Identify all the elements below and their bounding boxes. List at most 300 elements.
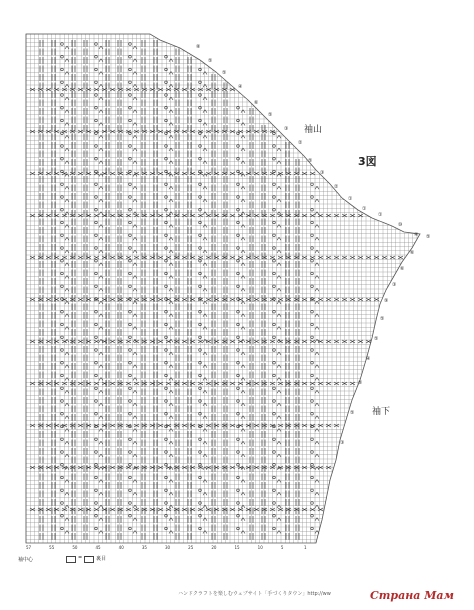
decrease-symbol [205,72,207,75]
decrease-symbol [99,59,101,62]
yarn-over-symbol [273,208,276,211]
decrease-symbol [243,365,245,368]
decrease-symbol [279,250,281,253]
yarn-over-symbol [95,221,98,224]
decrease-symbol [133,352,135,355]
decrease-symbol [317,186,319,189]
yarn-over-symbol [165,119,168,122]
decrease-symbol [171,441,173,444]
yarn-over-symbol [273,183,276,186]
yarn-over-symbol [237,463,240,466]
yarn-over-symbol [95,208,98,211]
decrease-symbol [279,288,281,291]
decrease-symbol [317,518,319,521]
yarn-over-symbol [311,476,314,479]
decrease-symbol [99,212,101,215]
yarn-over-symbol [95,374,98,377]
decrease-symbol [315,314,317,317]
yarn-over-symbol [165,489,168,492]
decrease-symbol [65,237,67,240]
decrease-symbol [101,148,103,151]
decrease-symbol [65,72,67,75]
decrease-symbol [135,352,137,355]
yarn-over-symbol [95,234,98,237]
decrease-symbol [67,97,69,100]
yarn-over-symbol [273,361,276,364]
yarn-over-symbol [165,502,168,505]
yarn-over-symbol [165,527,168,530]
decrease-symbol [203,505,205,508]
decrease-symbol [101,518,103,521]
row-decrease-mark: ⑧ [196,44,201,50]
yarn-over-symbol [129,94,132,97]
decrease-symbol [171,186,173,189]
decrease-symbol [243,123,245,126]
decrease-symbol [99,505,101,508]
decrease-symbol [279,327,281,330]
yarn-over-symbol [129,221,132,224]
decrease-symbol [101,72,103,75]
yarn-over-symbol [199,145,202,148]
yarn-over-symbol [129,514,132,517]
yarn-over-symbol [61,285,64,288]
decrease-symbol [171,276,173,279]
decrease-symbol [135,454,137,457]
yarn-over-symbol [95,527,98,530]
yarn-over-symbol [95,157,98,160]
decrease-symbol [135,390,137,393]
yarn-over-symbol [237,374,240,377]
row-decrease-mark: ⑤ [308,158,313,164]
decrease-symbol [169,429,171,432]
decrease-symbol [171,327,173,330]
decrease-symbol [135,429,137,432]
stitch-number-label: 15 [234,545,240,550]
yarn-over-symbol [237,247,240,250]
yarn-over-symbol [95,196,98,199]
yarn-over-symbol [95,514,98,517]
decrease-symbol [101,250,103,253]
decrease-symbol [135,237,137,240]
yarn-over-symbol [237,438,240,441]
decrease-symbol [279,135,281,138]
decrease-symbol [101,301,103,304]
yarn-over-symbol [129,349,132,352]
decrease-symbol [203,518,205,521]
decrease-symbol [169,378,171,381]
yarn-over-symbol [165,221,168,224]
row-decrease-mark: ⑤ [358,380,363,386]
decrease-symbol [135,365,137,368]
yarn-over-symbol [165,234,168,237]
decrease-symbol [99,518,101,521]
yarn-over-symbol [199,323,202,326]
decrease-symbol [101,263,103,266]
yarn-over-symbol [237,336,240,339]
decrease-symbol [243,199,245,202]
decrease-symbol [171,288,173,291]
decrease-symbol [315,352,317,355]
decrease-symbol [65,186,67,189]
yarn-over-symbol [129,387,132,390]
yarn-over-symbol [165,272,168,275]
yarn-over-symbol [95,502,98,505]
decrease-symbol [169,365,171,368]
decrease-symbol [205,454,207,457]
decrease-symbol [133,97,135,100]
decrease-symbol [243,263,245,266]
decrease-symbol [135,250,137,253]
decrease-symbol [279,454,281,457]
stitch-number-label: 40 [118,545,124,550]
decrease-symbol [243,467,245,470]
yarn-over-symbol [165,514,168,517]
decrease-symbol [315,212,317,215]
decrease-symbol [133,390,135,393]
decrease-symbol [99,327,101,330]
yarn-over-symbol [237,412,240,415]
decrease-symbol [67,288,69,291]
yarn-over-symbol [95,106,98,109]
decrease-symbol [243,148,245,151]
decrease-symbol [243,339,245,342]
decrease-symbol [133,148,135,151]
stitch-number-label: 55 [49,545,55,550]
legend-minus-symbol: — [85,553,91,560]
yarn-over-symbol [237,208,240,211]
decrease-symbol [169,135,171,138]
decrease-symbol [65,161,67,164]
row-decrease-mark: ⑤ [374,336,379,342]
decrease-symbol [205,97,207,100]
decrease-symbol [101,199,103,202]
yarn-over-symbol [61,145,64,148]
decrease-symbol [243,161,245,164]
decrease-symbol [315,288,317,291]
yarn-over-symbol [165,374,168,377]
decrease-symbol [279,531,281,534]
yarn-over-symbol [165,285,168,288]
yarn-over-symbol [199,361,202,364]
yarn-over-symbol [311,272,314,275]
yarn-over-symbol [165,412,168,415]
decrease-symbol [243,276,245,279]
decrease-symbol [205,505,207,508]
yarn-over-symbol [129,55,132,58]
decrease-symbol [101,46,103,49]
underarm-label: 袖下 [372,407,391,417]
decrease-symbol [169,327,171,330]
decrease-symbol [101,378,103,381]
decrease-symbol [101,276,103,279]
decrease-symbol [279,441,281,444]
yarn-over-symbol [273,400,276,403]
decrease-symbol [65,225,67,228]
decrease-symbol [133,46,135,49]
decrease-symbol [99,454,101,457]
decrease-symbol [135,531,137,534]
yarn-over-symbol [199,502,202,505]
yarn-over-symbol [61,68,64,71]
yarn-over-symbol [199,234,202,237]
yarn-over-symbol [237,183,240,186]
decrease-symbol [135,199,137,202]
decrease-symbol [135,161,137,164]
yarn-over-symbol [61,272,64,275]
yarn-over-symbol [311,438,314,441]
yarn-over-symbol [311,234,314,237]
decrease-symbol [67,84,69,87]
decrease-symbol [169,531,171,534]
yarn-over-symbol [129,157,132,160]
decrease-symbol [205,531,207,534]
decrease-symbol [65,492,67,495]
yarn-over-symbol [273,514,276,517]
decrease-symbol [171,339,173,342]
decrease-symbol [67,72,69,75]
decrease-symbol [317,492,319,495]
row-decrease-mark: ⑤ [350,410,355,416]
yarn-over-symbol [311,374,314,377]
decrease-symbol [169,225,171,228]
decrease-symbol [101,123,103,126]
yarn-over-symbol [199,514,202,517]
decrease-symbol [135,314,137,317]
decrease-symbol [279,352,281,355]
yarn-over-symbol [311,247,314,250]
yarn-over-symbol [129,400,132,403]
decrease-symbol [133,378,135,381]
yarn-over-symbol [237,349,240,352]
decrease-symbol [317,301,319,304]
decrease-symbol [277,263,279,266]
stitch-number-label: 30 [165,545,171,550]
yarn-over-symbol [129,463,132,466]
yarn-over-symbol [165,183,168,186]
yarn-over-symbol [165,247,168,250]
yarn-over-symbol [61,476,64,479]
decrease-symbol [317,352,319,355]
decrease-symbol [67,46,69,49]
yarn-over-symbol [311,259,314,262]
decrease-symbol [315,416,317,419]
decrease-symbol [67,416,69,419]
decrease-symbol [315,378,317,381]
yarn-over-symbol [61,55,64,58]
yarn-over-symbol [95,489,98,492]
yarn-over-symbol [237,234,240,237]
yarn-over-symbol [95,247,98,250]
yarn-over-symbol [95,285,98,288]
decrease-symbol [65,59,67,62]
decrease-symbol [101,97,103,100]
decrease-symbol [65,199,67,202]
decrease-symbol [315,454,317,457]
decrease-symbol [133,416,135,419]
decrease-symbol [169,199,171,202]
yarn-over-symbol [165,55,168,58]
yarn-over-symbol [61,451,64,454]
decrease-symbol [171,250,173,253]
decrease-symbol [203,250,205,253]
decrease-symbol [65,110,67,113]
yarn-over-symbol [129,361,132,364]
decrease-symbol [135,148,137,151]
decrease-symbol [171,212,173,215]
decrease-symbol [67,212,69,215]
decrease-symbol [243,390,245,393]
decrease-symbol [205,250,207,253]
decrease-symbol [133,110,135,113]
decrease-symbol [101,441,103,444]
decrease-symbol [65,454,67,457]
yarn-over-symbol [61,514,64,517]
decrease-symbol [101,110,103,113]
decrease-symbol [67,390,69,393]
decrease-symbol [99,531,101,534]
decrease-symbol [171,531,173,534]
legend-eq: = [78,555,83,561]
decrease-symbol [171,467,173,470]
decrease-symbol [133,505,135,508]
decrease-symbol [169,59,171,62]
decrease-symbol [99,225,101,228]
decrease-symbol [171,110,173,113]
decrease-symbol [279,518,281,521]
decrease-symbol [315,327,317,330]
decrease-symbol [169,97,171,100]
decrease-symbol [135,212,137,215]
yarn-over-symbol [95,451,98,454]
yarn-over-symbol [129,476,132,479]
yarn-over-symbol [311,336,314,339]
yarn-over-symbol [199,374,202,377]
yarn-over-symbol [311,221,314,224]
decrease-symbol [101,84,103,87]
yarn-over-symbol [165,68,168,71]
decrease-symbol [169,480,171,483]
yarn-over-symbol [95,387,98,390]
decrease-symbol [101,186,103,189]
yarn-over-symbol [311,489,314,492]
decrease-symbol [101,327,103,330]
decrease-symbol [243,480,245,483]
decrease-symbol [133,480,135,483]
decrease-symbol [203,225,205,228]
decrease-symbol [135,263,137,266]
row-decrease-mark: ⑤ [208,58,213,64]
yarn-over-symbol [237,310,240,313]
yarn-over-symbol [95,94,98,97]
yarn-over-symbol [165,208,168,211]
decrease-symbol [205,390,207,393]
decrease-symbol [65,288,67,291]
decrease-symbol [67,174,69,177]
yarn-over-symbol [273,489,276,492]
decrease-symbol [133,492,135,495]
decrease-symbol [171,365,173,368]
decrease-symbol [277,416,279,419]
yarn-over-symbol [61,463,64,466]
yarn-over-symbol [199,476,202,479]
yarn-over-symbol [129,272,132,275]
decrease-symbol [171,301,173,304]
decrease-symbol [317,250,319,253]
decrease-symbol [205,199,207,202]
decrease-symbol [171,225,173,228]
decrease-symbol [65,327,67,330]
yarn-over-symbol [273,285,276,288]
yarn-over-symbol [273,323,276,326]
decrease-symbol [101,161,103,164]
decrease-symbol [101,403,103,406]
decrease-symbol [99,161,101,164]
row-decrease-mark: ⑤ [380,316,385,322]
decrease-symbol [169,403,171,406]
stitch-number-label: 20 [211,545,217,550]
yarn-over-symbol [129,145,132,148]
yarn-over-symbol [199,489,202,492]
yarn-over-symbol [273,247,276,250]
decrease-symbol [315,276,317,279]
yarn-over-symbol [95,412,98,415]
decrease-symbol [205,123,207,126]
yarn-over-symbol [311,451,314,454]
decrease-symbol [133,518,135,521]
decrease-symbol [277,492,279,495]
decrease-symbol [99,276,101,279]
decrease-symbol [277,186,279,189]
yarn-over-symbol [61,94,64,97]
decrease-symbol [65,250,67,253]
decrease-symbol [99,429,101,432]
yarn-over-symbol [95,145,98,148]
decrease-symbol [99,492,101,495]
decrease-symbol [99,46,101,49]
decrease-symbol [169,84,171,87]
decrease-symbol [279,429,281,432]
decrease-symbol [203,339,205,342]
row-decrease-mark: ① [378,212,383,218]
decrease-symbol [277,327,279,330]
yarn-over-symbol [273,196,276,199]
yarn-over-symbol [273,145,276,148]
yarn-over-symbol [237,527,240,530]
yarn-over-symbol [311,527,314,530]
yarn-over-symbol [199,157,202,160]
yarn-over-symbol [61,361,64,364]
decrease-symbol [243,531,245,534]
yarn-over-symbol [237,157,240,160]
sleeve-cap-label: 袖山 [304,125,323,135]
decrease-symbol [101,225,103,228]
row-decrease-mark: ⑤ [268,112,273,118]
yarn-over-symbol [237,489,240,492]
decrease-symbol [317,288,319,291]
row-decrease-mark: ④ [238,84,243,90]
decrease-symbol [65,441,67,444]
decrease-symbol [99,110,101,113]
yarn-over-symbol [95,463,98,466]
decrease-symbol [317,327,319,330]
decrease-symbol [203,403,205,406]
decrease-symbol [101,314,103,317]
decrease-symbol [205,416,207,419]
decrease-symbol [171,199,173,202]
yarn-over-symbol [273,438,276,441]
decrease-symbol [135,288,137,291]
decrease-symbol [203,314,205,317]
